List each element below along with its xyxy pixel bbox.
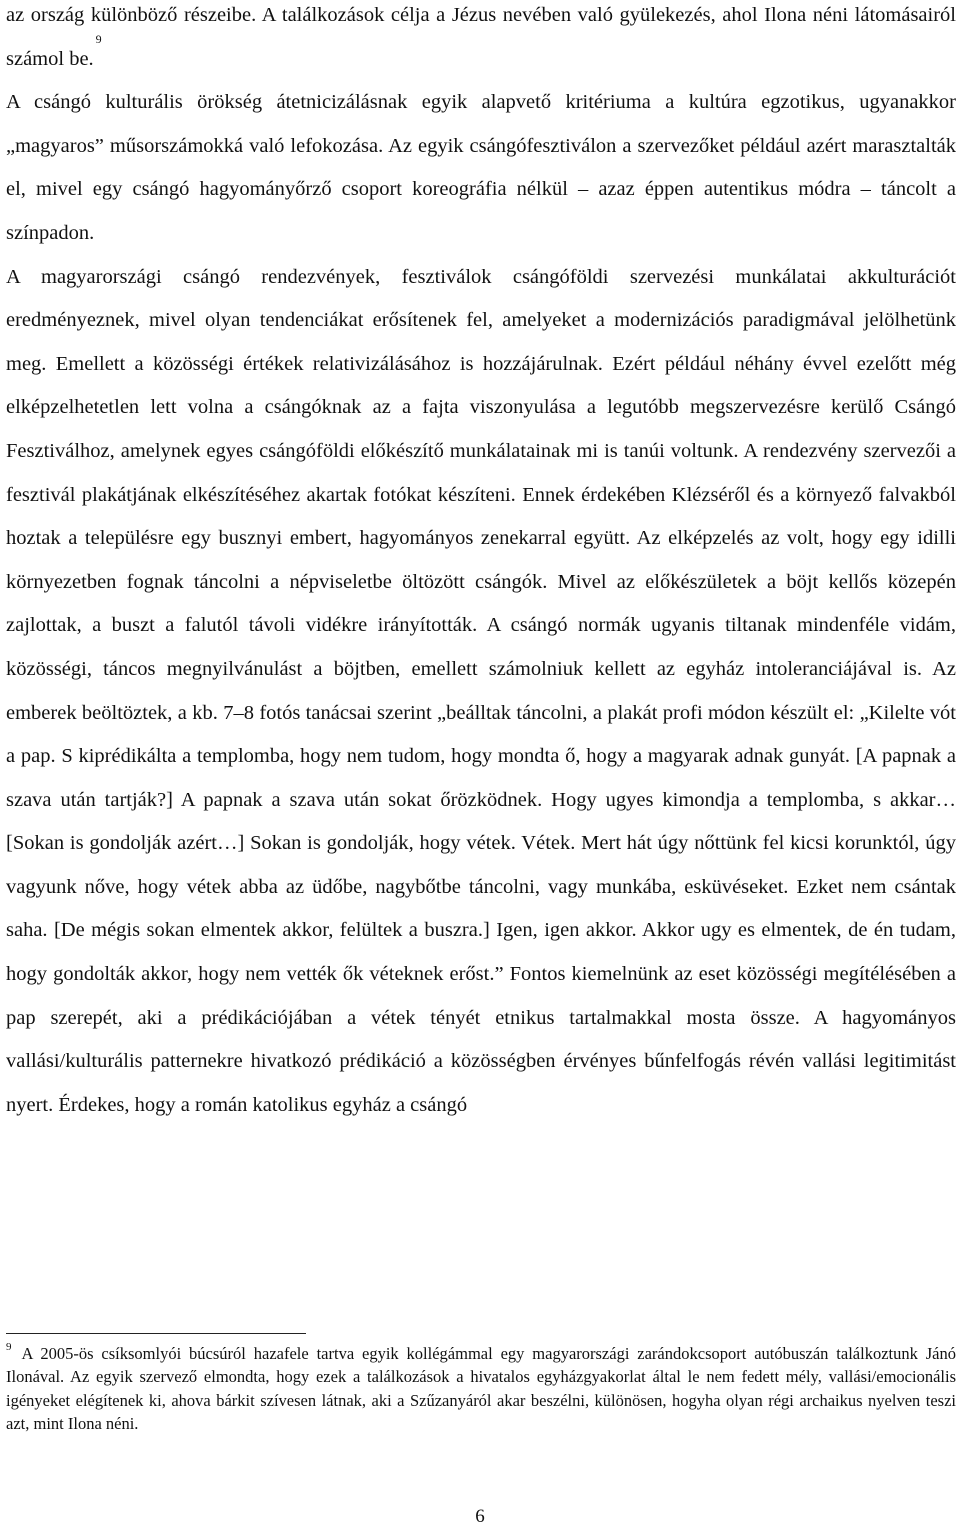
paragraph-text: A magyarországi csángó rendezvények, fesztiválok csángóföldi szervezési munkálatai akkulturációt eredményeznek, mivel olyan tendenciákat erősítenek fel, amelyeket a modernizációs paradigmával jelölhetünk meg. Emellett a közösségi értékek relativizálásához is hozzájárulnak. Ezért például néhány évvel ezelőtt még elképzelhetetlen lett volna a csángóknak az a fajta viszonyulása a legutóbb megszervezésre kerülő Csángó Fesztiválhoz, amelynek egyes csángóföldi előkészítő munkálatainak mi is tanúi voltunk. A rendezvény szervezői a fesztivál plakátjának elkészítéséhez akartak fotókat készíteni. Ennek érdekében Klézséről és a környező falvakból hoztak a településre egy busznyi embert, hagyományos zenekarral együtt. Az elképzelés az volt, hogy egy idilli környezetben fognak táncolni a népviseletbe öltözött csángók. Mivel az előkészületek a böjt kellős közepén zajlottak, a buszt a falutól távoli vidékre irányították. A csángó normák ugyanis tiltanak mindenféle vidám, közösségi, táncos megnyilvánulást a böjtben, emellett számolniuk kellett az egyház intoleranciájával is. Az emberek beöltöztek, a kb. 7–8 fotós tanácsai szerint „beálltak táncolni, a plakát profi módon készült el: „Kilelte vót a pap. S kiprédikálta a templomba, hogy nem tudom, hogy mondta ő, hogy a magyarak adnak gunyát. [A papnak a szava után tartják?] A papnak a szava után sokat őrözködnek. Hogy ugyes kimondja a templomba, s akkar… [Sokan is gondolják azért…] Sokan is gondolják, hogy vétek. Vétek. Mert hát úgy nőttünk fel kicsi korunktól, úgy vagyunk nőve, hogy vétek abba az üdőbe, nagybőtbe táncolni, vagy munkába, esküvéseket. Ezket nem csántak saha. [De mégis sokan elmentek akkor, felültek a buszra.] Igen, igen akkor. Akkor ugy es elmentek, de én tudam, hogy gondolták akkor, hogy nem vették ők véteknek erőst.” Fontos kiemelnünk az eset közösségi megítélésében a pap szerepét, aki a prédikációjában a vétek tényét etnikus tartalmakkal mosta össze. A hagyományos vallási/kulturális patternekre hivatkozó prédikáció a közösségben érvényes bűnfelfogás révén vallási legitimitást nyert. Érdekes, hogy a román katolikus egyház a csángó (6, 265, 956, 1116)
footnote-text: A 2005-ös csíksomlyói búcsúról hazafele tartva egyik kollégámmal egy magyarországi zarándokcsoport autóbuszán találkoztunk Jánó Ilonával. Az egyik szervező elmondta, hogy ezek a találkozások a hivatalos egyházgyakorlat által le nem fedett mély, vallási/emocionális igényeket elégítenek ki, ahova bárkit szívesen látnak, aki a Szűzanyáról akar beszélni, különösen, hogyha olyan régi archaikus nyelven teszi azt, mint Ilona néni. (6, 1344, 956, 1434)
paragraph (6, 256, 956, 1128)
page-number: 6 (475, 1506, 485, 1527)
footnote-number: 9 (6, 1341, 12, 1353)
footnote (6, 1342, 956, 1436)
paragraph-text: A csángó kulturális örökség átetnicizálásnak egyik alapvető kritériuma a kultúra egzotikus, ugyanakkor „magyaros” műsorszámokká való lefokozása. Az egyik csángófesztiválon a szervezőket például azért marasztalták el, mivel egy csángó hagyományőrző csoport koreográfia nélkül – azaz éppen autentikus módra – táncolt a színpadon. (6, 91, 956, 244)
paragraph-text: az ország különböző részeibe. A találkozások célja a Jézus nevében való gyülekezés, ahol Ilona néni látomásairól számol be. (6, 4, 956, 70)
paragraph (6, 81, 956, 255)
paragraph (6, 0, 956, 81)
footnote-separator (6, 1333, 306, 1334)
body-text (6, 0, 956, 1127)
footnote-reference: 9 (95, 31, 102, 46)
